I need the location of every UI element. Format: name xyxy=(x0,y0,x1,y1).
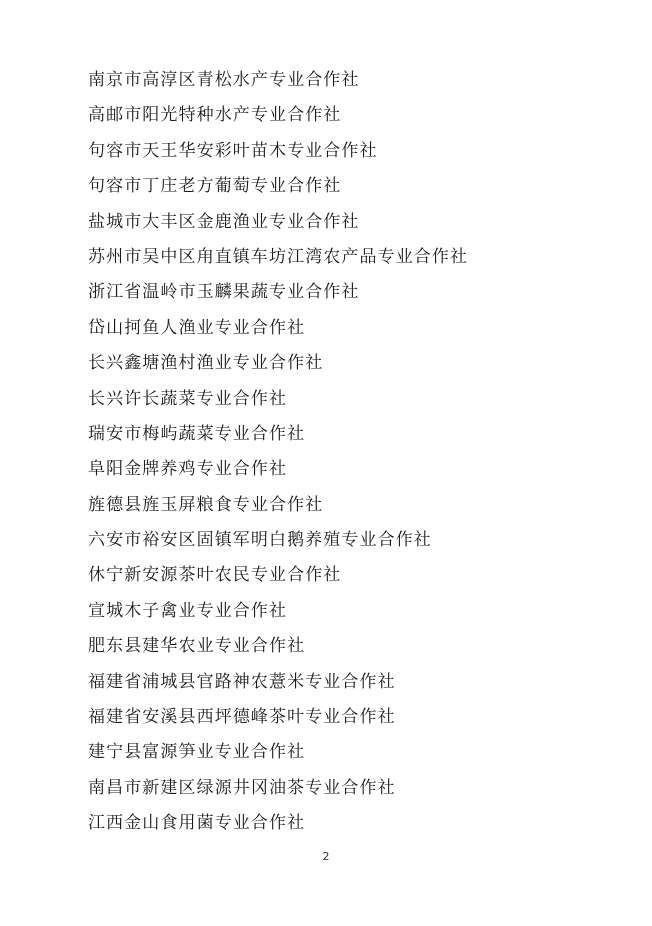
list-item: 浙江省温岭市玉麟果蔬专业合作社 xyxy=(88,282,360,303)
list-item: 肥东县建华农业专业合作社 xyxy=(88,636,306,657)
list-item: 宣城木子禽业专业合作社 xyxy=(88,600,288,621)
list-item: 福建省安溪县西坪德峰茶叶专业合作社 xyxy=(88,707,396,728)
list-item: 六安市裕安区固镇军明白鹅养殖专业合作社 xyxy=(88,530,432,551)
list-item: 江西金山食用菌专业合作社 xyxy=(88,813,306,834)
list-item: 句容市丁庄老方葡萄专业合作社 xyxy=(88,176,342,197)
list-item: 瑞安市梅屿蔬菜专业合作社 xyxy=(88,423,306,444)
list-item: 南昌市新建区绿源井冈油茶专业合作社 xyxy=(88,777,396,798)
list-item: 长兴鑫塘渔村渔业专业合作社 xyxy=(88,353,324,374)
list-item: 长兴许长蔬菜专业合作社 xyxy=(88,388,288,409)
list-item: 阜阳金牌养鸡专业合作社 xyxy=(88,459,288,480)
list-item: 休宁新安源茶叶农民专业合作社 xyxy=(88,565,342,586)
list-item: 岱山抲鱼人渔业专业合作社 xyxy=(88,317,306,338)
list-item: 苏州市吴中区甪直镇车坊江湾农产品专业合作社 xyxy=(88,246,469,267)
list-item: 句容市天王华安彩叶苗木专业合作社 xyxy=(88,140,378,161)
cooperative-list xyxy=(88,63,468,842)
list-item: 建宁县富源笋业专业合作社 xyxy=(88,742,306,763)
page-number: 2 xyxy=(322,850,330,863)
list-item: 福建省浦城县官路神农薏米专业合作社 xyxy=(88,671,396,692)
list-item: 盐城市大丰区金鹿渔业专业合作社 xyxy=(88,211,360,232)
list-item: 旌德县旌玉屏粮食专业合作社 xyxy=(88,494,324,515)
list-item: 南京市高淳区青松水产专业合作社 xyxy=(88,70,360,90)
list-item: 高邮市阳光特种水产专业合作社 xyxy=(88,105,342,126)
